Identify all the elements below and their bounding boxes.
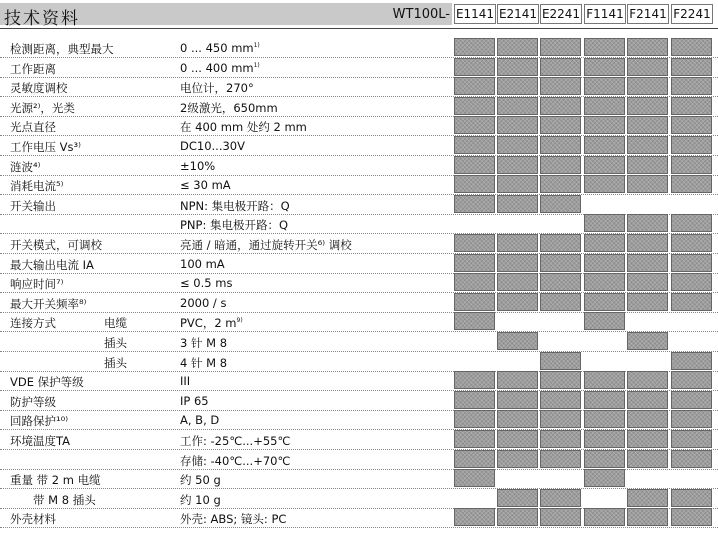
applicability-cell-f2241 [671,116,712,134]
applicability-cell-e1141 [454,116,495,134]
applicability-cell-f2141 [627,175,668,193]
applicability-cell-e1141 [454,175,495,193]
applicability-cell-f1141 [584,214,625,232]
applicability-cell-e2141 [497,273,538,291]
applicability-cell-f1141 [584,136,625,154]
row-value-text: 2级激光，650mm [180,100,278,115]
row-label: 带 M 8 插头 [10,492,96,507]
applicability-cell-e1141 [454,450,495,468]
row-sublabel: 插头 [104,336,127,350]
applicability-cell-f1141 [584,77,625,95]
row-label: 开关模式，可调校 [10,238,102,252]
applicability-cell-e2241 [540,116,581,134]
row-value [180,159,215,173]
applicability-cell-e2141 [497,332,538,350]
applicability-cell-e2241 [540,391,581,409]
footnote-marker: 9) [236,317,243,325]
table-row [0,506,718,528]
applicability-cell-f1141 [584,273,625,291]
applicability-cell-e2141 [497,430,538,448]
applicability-cell-e2141 [497,450,538,468]
row-label: 外壳材料 [10,512,56,527]
applicability-cell-f2141 [627,371,668,389]
row-value [180,139,245,153]
row-label: 灵敏度调校 [10,81,68,96]
applicability-cell-e2141 [497,234,538,252]
applicability-cell-e2141 [497,97,538,115]
applicability-cell-e2141 [497,391,538,409]
row-value-text: PNP: 集电极开路：Q [180,218,289,233]
applicability-cell-f2241 [671,38,712,56]
applicability-cell-e1141 [454,508,495,526]
applicability-cell-f2141 [627,77,668,95]
applicability-cell-f1141 [584,293,625,311]
row-value-text: 0 ... 400 mm [180,60,254,75]
row-value-text: 2000 / s [180,295,227,310]
applicability-cell-f2241 [671,234,712,252]
applicability-cell-e1141 [454,38,495,56]
applicability-cell-e2141 [497,195,538,213]
row-value-text: PVC，2 m [180,316,237,331]
row-value [180,296,226,310]
applicability-cell-f1141 [584,312,625,330]
applicability-cell-e2241 [540,254,581,272]
row-sublabel: 插头 [104,355,127,370]
applicability-cell-e2141 [497,371,538,389]
applicability-cell-e2141 [497,489,538,507]
column-header-f1141: F1141 [584,4,626,24]
row-value [180,100,278,116]
applicability-cell-e2241 [540,293,581,311]
applicability-cell-f2241 [671,489,712,507]
applicability-cell-f2241 [671,293,712,311]
applicability-cell-e1141 [454,254,495,272]
applicability-cell-e2241 [540,97,581,115]
applicability-cell-f2241 [671,410,712,428]
row-label: 工作电压 Vs³⁾ [10,140,81,154]
applicability-cell-f2241 [671,391,712,409]
row-value [180,198,290,214]
row-value-text: 100 mA [180,256,225,271]
row-value [180,315,243,331]
applicability-cell-f2141 [627,58,668,76]
applicability-cell-f2141 [627,450,668,468]
applicability-cell-e1141 [454,273,495,291]
applicability-cell-f1141 [584,116,625,134]
column-header-f2241: F2241 [671,4,713,24]
row-value [180,237,352,253]
applicability-cell-e1141 [454,371,495,389]
applicability-cell-e2241 [540,38,581,56]
row-value [180,413,219,427]
applicability-cell-e2141 [497,116,538,134]
row-value [180,217,288,233]
applicability-cell-f2141 [627,430,668,448]
applicability-cell-f2241 [671,450,712,468]
row-value [180,178,231,192]
applicability-cell-f2241 [671,136,712,154]
applicability-cell-e2241 [540,352,581,370]
row-label: 防护等级 [10,394,56,409]
applicability-cell-e2241 [540,489,581,507]
applicability-cell-f1141 [584,58,625,76]
applicability-cell-e2141 [497,136,538,154]
applicability-cell-f2141 [627,234,668,252]
applicability-cell-e2141 [497,254,538,272]
applicability-cell-e2241 [540,136,581,154]
row-value [180,119,307,135]
row-value-text: 电位计，270° [180,81,254,96]
row-value-text: III [180,374,191,389]
row-value-text: 4 针 M 8 [180,355,228,370]
footnote-marker: 1) [253,42,260,50]
applicability-cell-f2241 [671,273,712,291]
footnote-marker: 1) [253,61,260,69]
applicability-cell-e2241 [540,410,581,428]
row-value [180,80,254,96]
row-value [180,335,227,351]
row-label: 连接方式 [10,316,56,331]
row-value [180,472,221,488]
row-value-text: 外壳: ABS; 镜头: PC [180,512,287,527]
applicability-cell-e2141 [497,77,538,95]
column-header-e2141: E2141 [497,4,539,24]
applicability-cell-f2141 [627,38,668,56]
table-header [0,0,718,27]
row-label: VDE 保护等级 [10,375,84,390]
applicability-cell-f2141 [627,136,668,154]
applicability-cell-f1141 [584,508,625,526]
row-value-text: NPN: 集电极开路：Q [180,198,290,213]
applicability-cell-f2241 [671,254,712,272]
row-label: 消耗电流⁵⁾ [10,179,64,194]
row-value-text: 存储: -40℃...+70℃ [180,453,291,468]
header-divider [0,28,718,29]
row-value-text: 约 50 g [180,473,221,488]
applicability-cell-f2241 [671,430,712,448]
row-value-text: 亮通 / 暗通，通过旋转开关⁶⁾ 调校 [180,238,352,252]
row-value-text: 工作: -25℃...+55℃ [180,434,291,448]
applicability-cell-f2141 [627,332,668,350]
applicability-cell-f2141 [627,97,668,115]
applicability-cell-e2141 [497,38,538,56]
row-value [180,61,260,75]
applicability-cell-e1141 [454,312,495,330]
row-value-text: 0 ... 450 mm [180,41,254,55]
applicability-cell-f2241 [671,508,712,526]
row-value [180,511,286,527]
row-label: 检测距离，典型最大 [10,42,114,56]
applicability-cell-f1141 [584,371,625,389]
applicability-cell-f2141 [627,293,668,311]
row-label: 光源²⁾，光类 [10,100,75,115]
row-label: 涟波⁴⁾ [10,159,41,174]
column-header-e2241: E2241 [540,4,582,24]
applicability-cell-e1141 [454,469,495,487]
applicability-cell-e2241 [540,195,581,213]
row-value-text: ±10% [180,158,216,173]
applicability-cell-f2141 [627,508,668,526]
applicability-cell-e1141 [454,391,495,409]
applicability-cell-e2241 [540,234,581,252]
row-value [180,41,260,55]
applicability-cell-e2141 [497,175,538,193]
applicability-cell-f2241 [671,58,712,76]
applicability-cell-e2241 [540,156,581,174]
row-label: 最大输出电流 IA [10,257,94,272]
applicability-cell-f2141 [627,116,668,134]
applicability-cell-f2241 [671,352,712,370]
row-value [180,276,232,290]
applicability-cell-f2141 [627,489,668,507]
page-title: 技术资料 [4,9,80,29]
applicability-cell-e1141 [454,195,495,213]
row-value [180,453,290,469]
row-value-text: 约 10 g [180,492,221,507]
applicability-cell-e2141 [497,508,538,526]
row-label: 回路保护¹⁰⁾ [10,414,69,429]
applicability-cell-e1141 [454,156,495,174]
column-header-f2141: F2141 [627,4,669,24]
applicability-cell-e1141 [454,77,495,95]
row-label: 光点直径 [10,120,56,135]
applicability-cell-f1141 [584,175,625,193]
applicability-cell-f2141 [627,254,668,272]
row-value [180,433,290,449]
applicability-cell-e1141 [454,97,495,115]
applicability-cell-f2241 [671,371,712,389]
applicability-cell-f2241 [671,175,712,193]
model-prefix: WT100L- [392,7,450,22]
applicability-cell-e2241 [540,508,581,526]
row-value-text: IP 65 [180,393,209,408]
applicability-cell-e2241 [540,430,581,448]
row-value-text: ≤ 30 mA [180,178,231,193]
applicability-cell-f1141 [584,469,625,487]
row-sublabel: 电缆 [104,316,127,331]
row-value-text: DC10...30V [180,139,245,153]
applicability-cell-e1141 [454,410,495,428]
applicability-cell-f1141 [584,410,625,428]
applicability-cell-f2241 [671,77,712,95]
applicability-cell-f2241 [671,156,712,174]
applicability-cell-f1141 [584,234,625,252]
row-label: 重量 带 2 m 电缆 [10,473,101,488]
row-value [180,257,225,271]
applicability-cell-f2141 [627,214,668,232]
row-value-text: ≤ 0.5 ms [180,276,233,291]
applicability-cell-f1141 [584,156,625,174]
applicability-cell-f2241 [671,97,712,115]
applicability-cell-e1141 [454,136,495,154]
row-value-text: 3 针 M 8 [180,336,228,350]
applicability-cell-f1141 [584,450,625,468]
applicability-cell-e1141 [454,293,495,311]
applicability-cell-f1141 [584,430,625,448]
column-header-e1141: E1141 [454,4,496,24]
row-value [180,492,221,508]
applicability-cell-e2241 [540,77,581,95]
row-value-text: A, B, D [180,413,220,428]
applicability-cell-f2141 [627,410,668,428]
applicability-cell-f2141 [627,391,668,409]
applicability-cell-f1141 [584,391,625,409]
applicability-cell-e1141 [454,430,495,448]
row-value-text: 在 400 mm 处约 2 mm [180,120,307,135]
applicability-cell-e2241 [540,450,581,468]
applicability-cell-f2141 [627,156,668,174]
applicability-cell-e2141 [497,58,538,76]
applicability-cell-f1141 [584,38,625,56]
applicability-cell-e2141 [497,410,538,428]
applicability-cell-e1141 [454,58,495,76]
row-label: 开关输出 [10,198,56,213]
applicability-cell-e1141 [454,234,495,252]
applicability-cell-e2141 [497,156,538,174]
applicability-cell-e2241 [540,175,581,193]
applicability-cell-e2241 [540,371,581,389]
row-label: 工作距离 [10,61,56,76]
applicability-cell-e2241 [540,273,581,291]
applicability-cell-f1141 [584,97,625,115]
row-value [180,355,227,371]
row-label: 响应时间⁷⁾ [10,277,64,292]
applicability-cell-f1141 [584,254,625,272]
applicability-cell-f2241 [671,214,712,232]
applicability-cell-e2141 [497,293,538,311]
row-label: 最大开关频率⁸⁾ [10,296,87,311]
row-divider [0,527,718,528]
row-value [180,394,209,408]
applicability-cell-f2141 [627,273,668,291]
row-label: 环境温度TA [10,434,70,448]
applicability-cell-e2241 [540,58,581,76]
row-value [180,374,190,388]
